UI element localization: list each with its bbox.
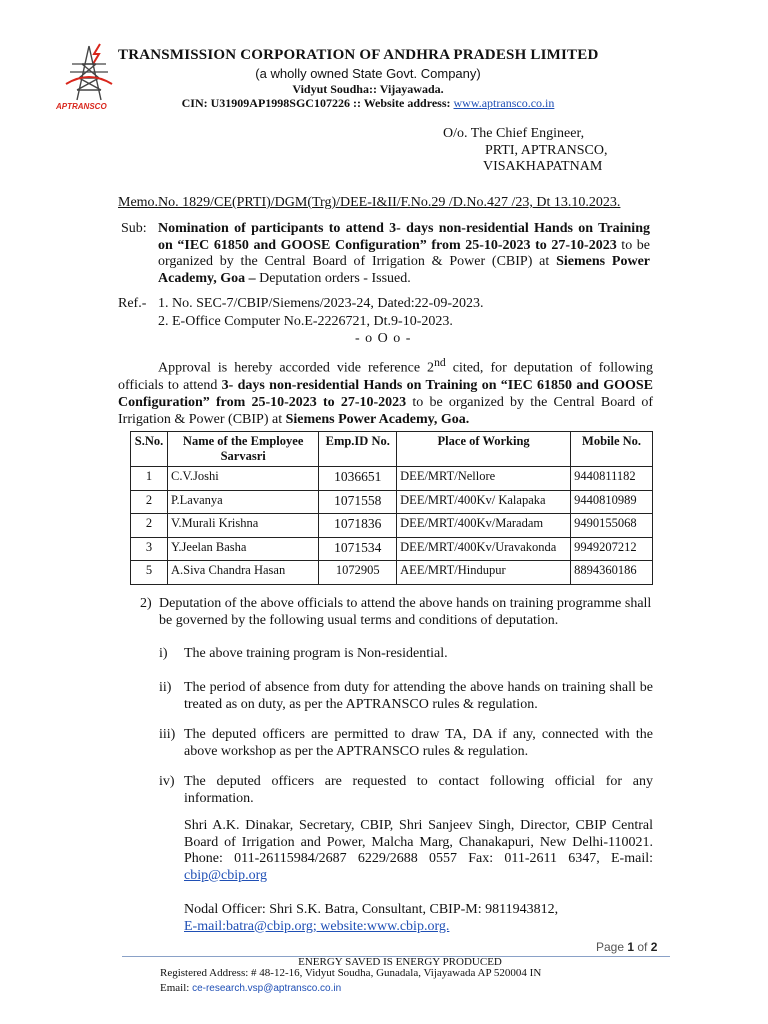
subject-label: Sub:: [121, 221, 147, 236]
header-empid: Emp.ID No.: [319, 432, 397, 467]
subject-bold-1: Nomination of participants to attend 3- days non-residential Hands on Training on “IEC 61850 and GOOSE Configuration” from 25-10-2023 to 27-10-2023: [158, 221, 650, 253]
header-sno: S.No.: [131, 432, 168, 467]
contact-nodal: Nodal Officer: Shri S.K. Batra, Consultant, CBIP-M: 9811943812, E-mail:batra@cbip.org; website:www.cbip.org.: [184, 902, 559, 934]
header-mobile: Mobile No.: [571, 432, 653, 467]
footer-registered-address: Registered Address: # 48-12-16, Vidyut Soudha, Gunadala, Vijayawada AP 520004 IN: [160, 967, 542, 979]
subject-text: [158, 221, 650, 287]
subject-text-2: Deputation orders - Issued.: [255, 270, 411, 286]
condition-item-1: The above training program is Non-residential.: [184, 646, 448, 661]
footer-email-link[interactable]: ce-research.vsp@aptransco.co.in: [192, 983, 342, 994]
header-place: Place of Working: [397, 432, 571, 467]
table-row: 3 Y.Jeelan Basha 1071534 DEE/MRT/400Kv/Uravakonda 9949207212: [131, 537, 653, 561]
condition-item-num-3: iii): [159, 727, 176, 742]
logo-text: APTRANSCO: [56, 102, 107, 111]
footer-email: Email: ce-research.vsp@aptransco.co.in: [160, 982, 342, 994]
org-subtitle: (a wholly owned State Govt. Company): [255, 66, 481, 81]
nodal-email-link[interactable]: E-mail:batra@cbip.org; website:www.cbip.org.: [184, 918, 450, 934]
office-block: [443, 126, 607, 176]
condition-item-4: The deputed officers are requested to contact following official for any information.: [184, 774, 653, 806]
reference-label: Ref.-: [118, 296, 147, 311]
org-name: TRANSMISSION CORPORATION OF ANDHRA PRADESH LIMITED: [118, 47, 599, 63]
employee-table: [130, 431, 653, 585]
aptransco-logo: [56, 40, 118, 116]
office-line-1: O/o. The Chief Engineer,: [443, 126, 585, 141]
cin-line: [118, 96, 618, 111]
separator: - o O o -: [355, 331, 412, 346]
condition-item-2: The period of absence from duty for attending the above hands on training shall be treated as on duty, as per the APTRANSCO rules & regulation.: [184, 680, 653, 712]
cin-label: CIN: U31909AP1998SGC107226 :: Website address:: [181, 96, 454, 110]
memo-number: Memo.No. 1829/CE(PRTI)/DGM(Trg)/DEE-I&II/F.No.29 /D.No.427 /23, Dt 13.10.2023.: [118, 195, 621, 210]
condition-item-3: The deputed officers are permitted to draw TA, DA if any, connected with the above workshop as per the APTRANSCO rules & regulation.: [184, 727, 653, 759]
website-link[interactable]: www.aptransco.co.in: [453, 96, 555, 110]
contact-cbip: Shri A.K. Dinakar, Secretary, CBIP, Shri Sanjeev Singh, Director, CBIP Central Board of Irrigation and Power, Malcha Marg, Chanakapuri, New Delhi-110021. Phone: 011-26115984/2687 6229/2688 0557 Fax: 011-2611 6347, E-mail: cbip@cbip.org: [184, 818, 653, 883]
table-row: 2 V.Murali Krishna 1071836 DEE/MRT/400Kv/Maradam 9490155068: [131, 514, 653, 538]
subject-bold-2: Siemens Power Academy, Goa –: [158, 254, 650, 286]
condition-item-num-2: ii): [159, 680, 172, 695]
subject-text-1: to be organized by the Central Board of Irrigation & Power (CBIP) at: [158, 237, 650, 270]
condition-intro: Deputation of the above officials to attend the above hands on training programme shall be governed by the following usual terms and conditions of deputation.: [159, 596, 652, 628]
table-row: 5 A.Siva Chandra Hasan 1072905 AEE/MRT/Hindupur 8894360186: [131, 561, 653, 585]
page-number: Page 1 of 2: [596, 940, 658, 954]
table-row: 1 C.V.Joshi 1036651 DEE/MRT/Nellore 9440811182: [131, 467, 653, 491]
approval-paragraph: Approval is hereby accorded vide reference 2nd cited, for deputation of following officials to attend 3- days non-residential Hands on Training on “IEC 61850 and GOOSE Configuration” from 25-10-2023 to 27-10-2023 to be organized by the Central Board of Irrigation & Power (CBIP) at Siemens Power Academy, Goa.: [118, 356, 654, 427]
office-line-2: PRTI, APTRANSCO,: [485, 142, 608, 158]
table-header-row: [131, 432, 653, 467]
reference-2: 2. E-Office Computer No.E-2226721, Dt.9-10-2023.: [158, 314, 453, 329]
condition-number: 2): [140, 596, 152, 611]
cbip-email-link[interactable]: cbip@cbip.org: [184, 867, 268, 883]
condition-item-num-4: iv): [159, 774, 175, 789]
table-row: 2 P.Lavanya 1071558 DEE/MRT/400Kv/ Kalapaka 9440810989: [131, 490, 653, 514]
office-line-3: VISAKHAPATNAM: [483, 159, 603, 174]
footer-slogan: ENERGY SAVED IS ENERGY PRODUCED: [298, 956, 502, 968]
org-address: Vidyut Soudha:: Vijayawada.: [292, 82, 444, 96]
reference-1: 1. No. SEC-7/CBIP/Siemens/2023-24, Dated:22-09-2023.: [158, 296, 484, 311]
condition-item-num-1: i): [159, 646, 168, 661]
header-name: Name of the Employee Sarvasri: [167, 432, 318, 467]
